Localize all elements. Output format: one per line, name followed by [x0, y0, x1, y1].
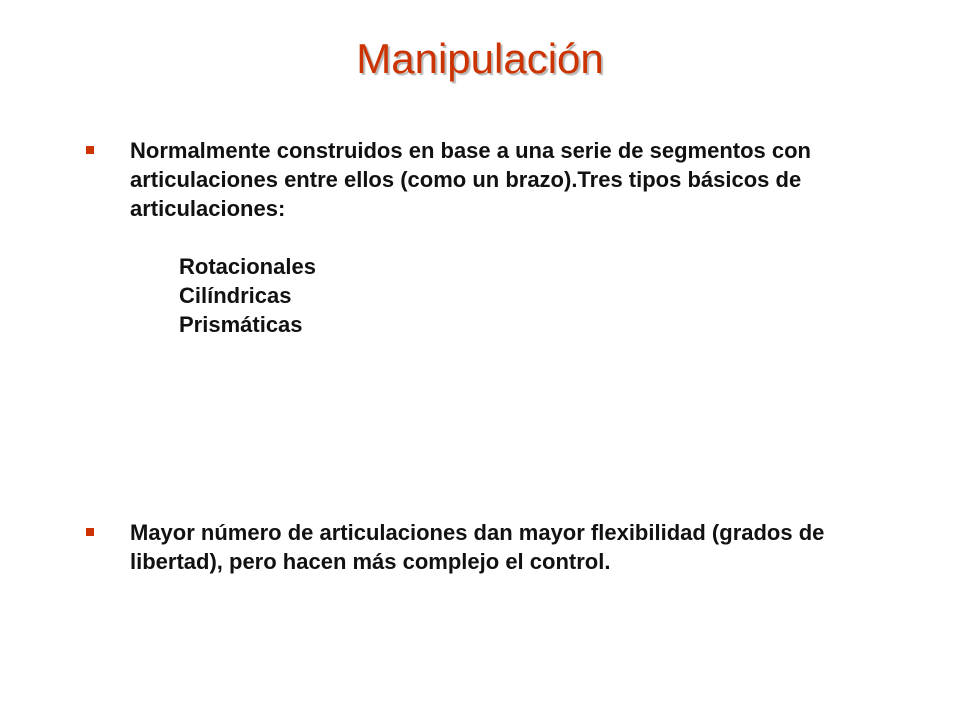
- bullet-item-1: [86, 136, 886, 339]
- bullet-item-2-text: Mayor número de articulaciones dan mayor flexibilidad (grados de libertad), pero hacen más complejo el control.: [130, 520, 825, 574]
- square-bullet-icon: [86, 146, 94, 154]
- sub-item-prismaticas: Prismáticas: [179, 312, 303, 337]
- sub-item-rotacionales: Rotacionales: [179, 254, 316, 279]
- slide-title: Manipulación: [356, 35, 604, 82]
- bullet-item-2: [86, 518, 886, 576]
- joint-types-list: [179, 252, 886, 339]
- bullet-item-1-text: Normalmente construidos en base a una serie de segmentos con articulaciones entre ellos (como un brazo).Tres tipos básicos de articulaciones:: [130, 138, 811, 221]
- sub-item-cilindricas: Cilíndricas: [179, 283, 292, 308]
- square-bullet-icon: [86, 528, 94, 536]
